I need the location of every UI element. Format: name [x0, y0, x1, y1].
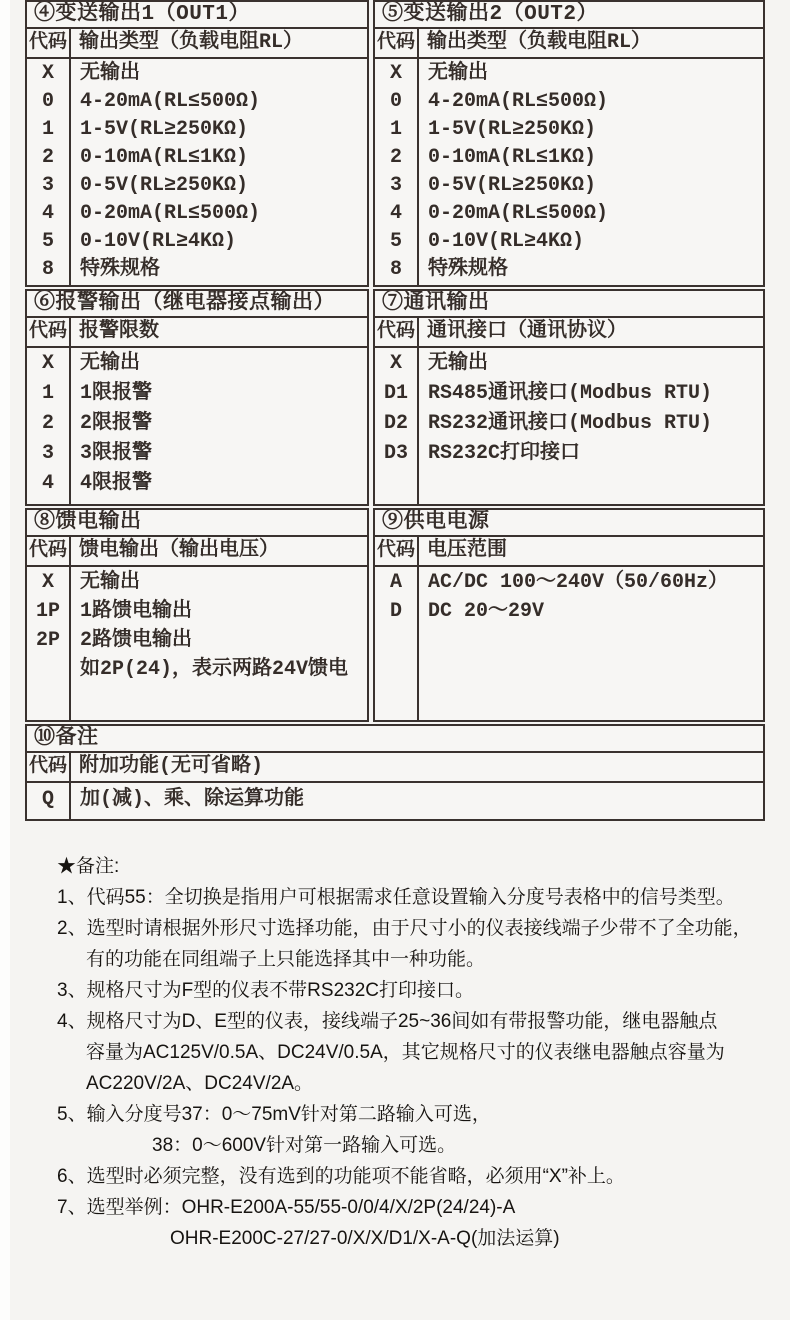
- row-label: 4-20mA(RL≤500Ω): [80, 90, 261, 113]
- note-1: 1、代码55：全切换是指用户可根据需求任意设置输入分度号表格中的信号类型。: [57, 887, 735, 908]
- section-alarm-subheader: [27, 318, 367, 348]
- section-feed-title: ⑧馈电输出: [27, 510, 367, 537]
- row-label: 0-10mA(RL≤1KΩ): [428, 146, 597, 169]
- section-comm-body: [375, 348, 763, 504]
- row-label: 如2P(24)，表示两路24V馈电: [80, 658, 349, 681]
- section-remark-subheader: [27, 753, 763, 783]
- desc-header: 附加功能(无可省略): [79, 755, 264, 778]
- row-code: 3: [41, 442, 54, 465]
- row-code: X: [41, 571, 54, 594]
- label-column: [419, 59, 763, 285]
- note-7-line1: 7、选型举例：OHR-E200A-55/55-0/0/4/X/2P(24/24)-A: [57, 1197, 516, 1218]
- row-code: A: [389, 571, 402, 594]
- row-label: 无输出: [80, 62, 140, 85]
- section-row-feed-power: [25, 508, 765, 722]
- row-label: 加(减)、乘、除运算功能: [80, 788, 305, 811]
- desc-header: 馈电输出（输出电压）: [79, 539, 279, 562]
- row-code: X: [389, 352, 402, 375]
- row-label: 1限报警: [80, 382, 153, 405]
- row-label: 0-10mA(RL≤1KΩ): [80, 146, 249, 169]
- row-code: 8: [389, 258, 402, 281]
- row-code: 1: [41, 118, 54, 141]
- section-alarm-body: [27, 348, 367, 504]
- section-out1-subheader: [27, 29, 367, 59]
- row-label: 1-5V(RL≥250KΩ): [428, 118, 597, 141]
- section-power-body: [375, 567, 763, 720]
- row-label: 1路馈电输出: [80, 600, 193, 623]
- row-code: 4: [41, 202, 54, 225]
- label-column: [419, 567, 763, 720]
- label-column: [419, 348, 763, 504]
- label-column: [71, 59, 367, 285]
- row-code: 1: [389, 118, 402, 141]
- section-power-table: [373, 508, 765, 722]
- row-code: 1: [41, 382, 54, 405]
- code-header: 代码: [27, 318, 71, 346]
- row-label: 特殊规格: [80, 258, 160, 281]
- row-code: 5: [41, 230, 54, 253]
- row-code: D3: [383, 442, 408, 465]
- row-label: 0-5V(RL≥250KΩ): [428, 174, 597, 197]
- row-label: 1-5V(RL≥250KΩ): [80, 118, 249, 141]
- row-label: 0-10V(RL≥4KΩ): [80, 230, 237, 253]
- section-power-title: ⑨供电电源: [375, 510, 763, 537]
- note-4-line2: 容量为AC125V/0.5A、DC24V/0.5A，其它规格尺寸的仪表继电器触点容量为: [86, 1042, 725, 1063]
- row-code: 3: [389, 174, 402, 197]
- section-out1-table: [25, 0, 369, 287]
- section-alarm-table: [25, 289, 369, 506]
- note-5-line2: 38：0～600V针对第一路输入可选。: [152, 1135, 457, 1156]
- row-label: 0-10V(RL≥4KΩ): [428, 230, 585, 253]
- row-code: 2P: [35, 629, 60, 652]
- desc-header: 输出类型（负载电阻RL）: [427, 31, 652, 54]
- row-label: RS232C打印接口: [428, 442, 581, 465]
- label-column: [71, 783, 763, 819]
- row-code: 1P: [35, 600, 60, 623]
- row-label: DC 20～29V: [428, 600, 545, 623]
- section-alarm-title: ⑥报警输出（继电器接点输出）: [27, 291, 367, 318]
- page-edge-strip: [0, 0, 10, 1320]
- code-column: [27, 59, 71, 285]
- section-out2-table: [373, 0, 765, 287]
- code-column: [375, 59, 419, 285]
- section-remark-table: [25, 724, 765, 821]
- note-3: 3、规格尺寸为F型的仪表不带RS232C打印接口。: [57, 980, 474, 1001]
- section-out2-subheader: [375, 29, 763, 59]
- desc-header: 电压范围: [427, 539, 507, 562]
- label-column: [71, 567, 367, 720]
- code-header: 代码: [375, 537, 419, 565]
- row-label: 特殊规格: [428, 258, 508, 281]
- row-code: 2: [41, 146, 54, 169]
- row-code: X: [41, 62, 54, 85]
- row-label: 2限报警: [80, 412, 153, 435]
- row-code: 2: [389, 146, 402, 169]
- row-label: 0-5V(RL≥250KΩ): [80, 174, 249, 197]
- row-code: 3: [41, 174, 54, 197]
- row-label: RS232通讯接口(Modbus RTU): [428, 412, 713, 435]
- row-code: 8: [41, 258, 54, 281]
- note-7-line2: OHR-E200C-27/27-0/X/X/D1/X-A-Q(加法运算): [170, 1228, 560, 1249]
- code-header: 代码: [27, 753, 71, 781]
- section-remark-body: [27, 783, 763, 819]
- desc-header: 通讯接口（通讯协议）: [427, 320, 627, 343]
- row-label: 无输出: [428, 62, 488, 85]
- section-row-out: [25, 0, 765, 287]
- row-label: AC/DC 100～240V（50/60Hz）: [428, 571, 729, 594]
- row-label: 2路馈电输出: [80, 629, 193, 652]
- row-code: 0: [389, 90, 402, 113]
- note-4-line1: 4、规格尺寸为D、E型的仪表，接线端子25~36间如有带报警功能，继电器触点: [57, 1011, 718, 1032]
- section-out1-title: ④变送输出1（OUT1）: [27, 2, 367, 29]
- note-4-line3: AC220V/2A、DC24V/2A。: [86, 1073, 314, 1094]
- code-header: 代码: [27, 29, 71, 57]
- row-label: 4限报警: [80, 472, 153, 495]
- row-code: 0: [41, 90, 54, 113]
- code-header: 代码: [375, 29, 419, 57]
- code-column: [27, 567, 71, 720]
- row-code: Q: [41, 788, 54, 811]
- section-power-subheader: [375, 537, 763, 567]
- row-label: 无输出: [80, 571, 140, 594]
- section-comm-title: ⑦通讯输出: [375, 291, 763, 318]
- code-column: [27, 783, 71, 819]
- row-label: 0-20mA(RL≤500Ω): [428, 202, 609, 225]
- row-code: [27, 655, 69, 684]
- section-out2-body: [375, 59, 763, 285]
- code-column: [27, 348, 71, 504]
- note-5-line1: 5、输入分度号37：0～75mV针对第二路输入可选，: [57, 1104, 491, 1125]
- code-header: 代码: [27, 537, 71, 565]
- row-code: 5: [389, 230, 402, 253]
- row-label: RS485通讯接口(Modbus RTU): [428, 382, 713, 405]
- code-header: 代码: [375, 318, 419, 346]
- note-2-line2: 有的功能在同组端子上只能选择其中一种功能。: [86, 949, 486, 970]
- row-code: 2: [41, 412, 54, 435]
- row-label: 4-20mA(RL≤500Ω): [428, 90, 609, 113]
- notes-heading: ★备注:: [57, 856, 120, 877]
- code-column: [375, 567, 419, 720]
- note-2-line1: 2、选型时请根据外形尺寸选择功能，由于尺寸小的仪表接线端子少带不了全功能，: [57, 918, 752, 939]
- row-code: X: [41, 352, 54, 375]
- section-row-alarm-comm: [25, 289, 765, 506]
- row-code: X: [389, 62, 402, 85]
- section-comm-subheader: [375, 318, 763, 348]
- row-code: 4: [41, 472, 54, 495]
- desc-header: 输出类型（负载电阻RL）: [79, 31, 304, 54]
- row-code: D2: [383, 412, 408, 435]
- row-label: 3限报警: [80, 442, 153, 465]
- section-remark-title: ⑩备注: [27, 726, 763, 753]
- section-comm-table: [373, 289, 765, 506]
- section-feed-subheader: [27, 537, 367, 567]
- row-code: D1: [383, 382, 408, 405]
- desc-header: 报警限数: [79, 320, 159, 343]
- row-code: 4: [389, 202, 402, 225]
- code-column: [375, 348, 419, 504]
- section-out2-title: ⑤变送输出2（OUT2）: [375, 2, 763, 29]
- row-label: 无输出: [428, 352, 488, 375]
- footnotes: [57, 851, 757, 1254]
- note-6: 6、选型时必须完整，没有选到的功能项不能省略，必须用“X”补上。: [57, 1166, 625, 1187]
- row-label: 无输出: [80, 352, 140, 375]
- section-out1-body: [27, 59, 367, 285]
- section-feed-body: [27, 567, 367, 720]
- row-label: 0-20mA(RL≤500Ω): [80, 202, 261, 225]
- section-feed-table: [25, 508, 369, 722]
- label-column: [71, 348, 367, 504]
- row-code: D: [389, 600, 402, 623]
- selection-tables: [25, 0, 765, 821]
